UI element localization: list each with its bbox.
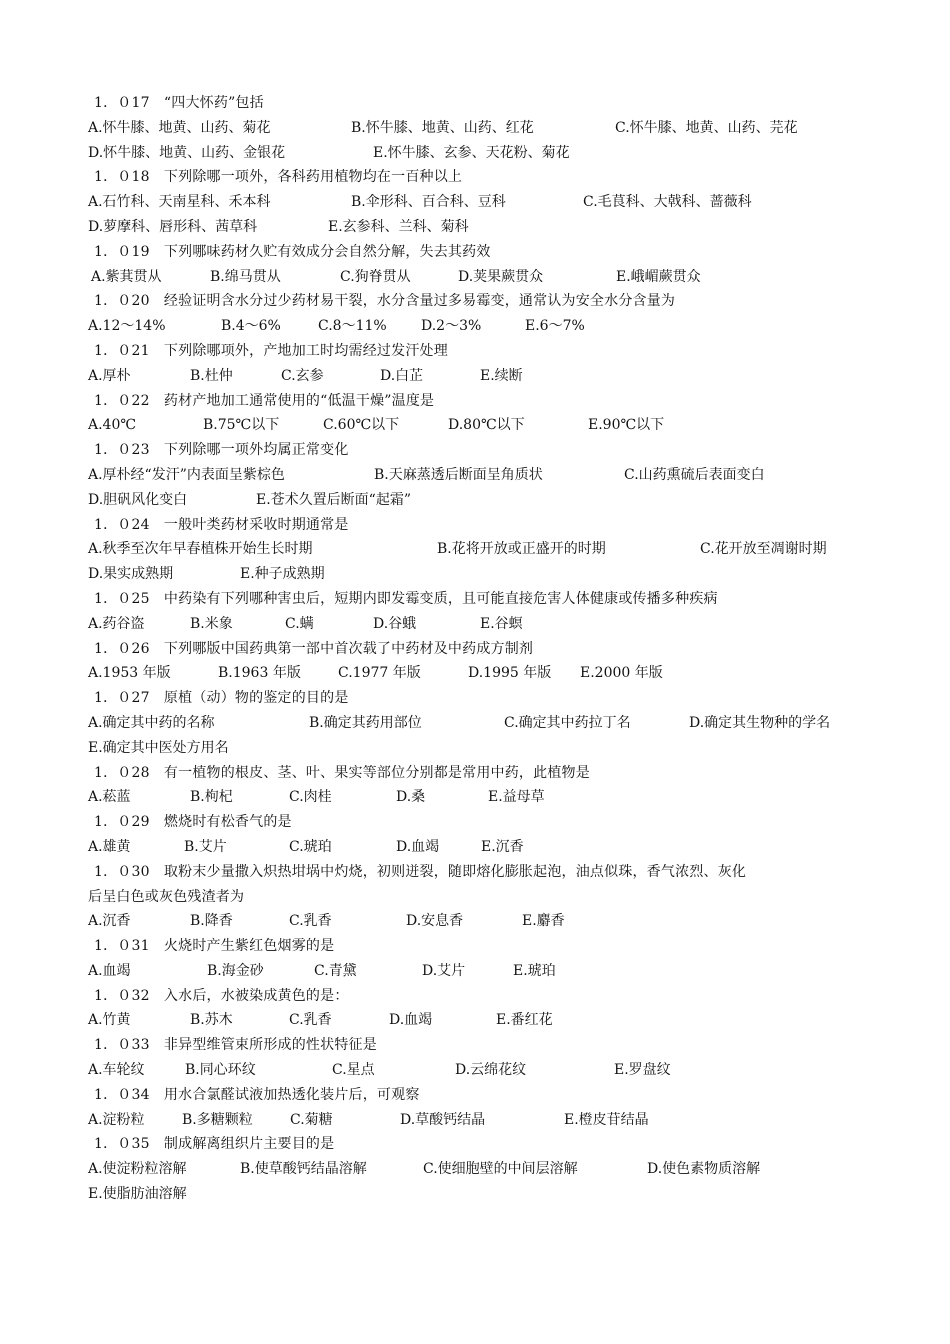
option-c: C.菊糖 bbox=[290, 1111, 333, 1128]
option-b: B.艾片 bbox=[184, 838, 227, 855]
option-row bbox=[88, 413, 878, 438]
option-row bbox=[88, 711, 878, 736]
option-row bbox=[88, 116, 878, 141]
option-a: A.竹黄 bbox=[88, 1012, 131, 1029]
option-b: B.伞形科、百合科、豆科 bbox=[351, 194, 506, 211]
option-c: C.琥珀 bbox=[289, 838, 332, 855]
option-e: E.沉香 bbox=[481, 838, 524, 855]
option-row bbox=[88, 1108, 878, 1133]
option-row bbox=[88, 736, 878, 761]
question-stem: 1．０35 制成解离组织片主要目的是 bbox=[94, 1136, 335, 1153]
option-b: B.使草酸钙结晶溶解 bbox=[240, 1161, 367, 1178]
option-b: B.绵马贯从 bbox=[210, 268, 281, 285]
question-stem: 1．０18 下列除哪一项外，各科药用植物均在一百种以上 bbox=[94, 169, 463, 186]
option-e: E.6～7% bbox=[525, 318, 585, 335]
option-c: C.玄参 bbox=[281, 367, 324, 384]
option-row bbox=[88, 1157, 878, 1182]
option-c: C.花开放至凋谢时期 bbox=[700, 541, 827, 558]
option-e: E.橙皮苷结晶 bbox=[564, 1111, 649, 1128]
option-d: D.萝摩科、唇形科、茜草科 bbox=[88, 218, 258, 235]
option-row bbox=[88, 959, 878, 984]
option-d: D.血竭 bbox=[396, 838, 440, 855]
option-row bbox=[88, 1008, 878, 1033]
option-a: A.雄黄 bbox=[88, 838, 131, 855]
option-d: D.2～3% bbox=[421, 318, 482, 335]
option-row bbox=[88, 537, 878, 562]
option-c: C.怀牛膝、地黄、山药、芫花 bbox=[615, 119, 798, 136]
option-b: B.降香 bbox=[190, 913, 233, 930]
option-e: E.谷螟 bbox=[480, 615, 523, 632]
option-a: A.12～14% bbox=[88, 318, 166, 335]
option-e: E.罗盘纹 bbox=[614, 1062, 671, 1079]
option-row bbox=[88, 562, 878, 587]
question-stem: 1．０27 原植（动）物的鉴定的目的是 bbox=[94, 690, 349, 707]
option-c: C.1977 年版 bbox=[338, 665, 421, 682]
option-row bbox=[88, 215, 878, 240]
option-a: A.血竭 bbox=[88, 962, 131, 979]
option-row bbox=[88, 364, 878, 389]
option-e: E.峨嵋蕨贯众 bbox=[616, 268, 701, 285]
question-stem: 1．０22 药材产地加工通常使用的“低温干燥”温度是 bbox=[94, 392, 435, 409]
option-d: D.80℃以下 bbox=[448, 417, 525, 434]
option-c: C.肉桂 bbox=[289, 789, 332, 806]
option-c: C.确定其中药拉丁名 bbox=[504, 714, 631, 731]
question-stem: 1．０21 下列除哪项外，产地加工时均需经过发汗处理 bbox=[94, 342, 448, 359]
option-a: A.秋季至次年早春植株开始生长时期 bbox=[88, 541, 313, 558]
option-d: D.云绵花纹 bbox=[455, 1062, 527, 1079]
option-b: B.花将开放或正盛开的时期 bbox=[437, 541, 606, 558]
option-e: E.确定其中医处方用名 bbox=[88, 739, 229, 756]
option-e: E.玄参科、兰科、菊科 bbox=[328, 218, 469, 235]
option-b: B.杜仲 bbox=[190, 367, 233, 384]
option-b: B.4～6% bbox=[221, 318, 281, 335]
option-b: B.天麻蒸透后断面呈角质状 bbox=[374, 466, 543, 483]
option-a: A.1953 年版 bbox=[88, 665, 171, 682]
option-row bbox=[88, 785, 878, 810]
option-d: D.谷蛾 bbox=[373, 615, 417, 632]
option-a: A.厚朴 bbox=[88, 367, 131, 384]
option-row bbox=[88, 141, 878, 166]
option-d: D.怀牛膝、地黄、山药、金银花 bbox=[88, 144, 286, 161]
option-a: A.菘蓝 bbox=[88, 789, 131, 806]
question-stem: 1．０33 非异型维管束所形成的性状特征是 bbox=[94, 1037, 377, 1054]
question-stem: 1．０17 “四大怀药”包括 bbox=[94, 95, 264, 111]
question-stem: 1．０31 火烧时产生紫红色烟雾的是 bbox=[94, 938, 335, 955]
option-e: E.琥珀 bbox=[513, 962, 556, 979]
option-c: C.乳香 bbox=[289, 913, 332, 930]
option-d: D.桑 bbox=[396, 789, 426, 806]
question-stem: 1．０29 燃烧时有松香气的是 bbox=[94, 814, 292, 831]
option-row bbox=[88, 661, 878, 686]
option-row bbox=[88, 909, 878, 934]
option-a: A.紫萁贯从 bbox=[91, 268, 162, 285]
option-row bbox=[88, 835, 878, 860]
option-c: C.螨 bbox=[285, 615, 314, 632]
option-e: E.怀牛膝、玄参、天花粉、菊花 bbox=[373, 144, 570, 161]
question-stem: 1．０30 取粉末少量撒入炽热坩埚中灼烧，初则迸裂，随即熔化膨胀起泡，油点似珠，香气浓烈、灰化 bbox=[94, 863, 747, 880]
option-e: E.使脂肪油溶解 bbox=[88, 1186, 187, 1203]
option-a: A.药谷盗 bbox=[88, 615, 145, 632]
question-stem: 1．０24 一般叶类药材采收时期通常是 bbox=[94, 516, 349, 533]
question-stem: 1．０26 下列哪版中国药典第一部中首次载了中药材及中药成方制剂 bbox=[94, 640, 534, 657]
option-e: E.90℃以下 bbox=[588, 417, 665, 434]
option-row bbox=[88, 190, 878, 215]
question-stem: 1．０28 有一植物的根皮、茎、叶、果实等部位分别都是常用中药，此植物是 bbox=[94, 764, 590, 781]
question-stem-continued: 后呈白色或灰色残渣者为 bbox=[88, 888, 245, 905]
option-a: A.厚朴经“发汗”内表面呈紫棕色 bbox=[88, 466, 285, 483]
question-stem: 1．０19 下列哪味药材久贮有效成分会自然分解，失去其药效 bbox=[94, 243, 491, 260]
option-row bbox=[88, 1182, 878, 1207]
option-d: D.胆矾风化变白 bbox=[88, 491, 188, 508]
option-row bbox=[88, 1058, 878, 1083]
exam-document bbox=[88, 91, 878, 1207]
option-d: D.血竭 bbox=[389, 1012, 433, 1029]
option-d: D.草酸钙结晶 bbox=[400, 1111, 486, 1128]
option-d: D.确定其生物种的学名 bbox=[689, 714, 831, 731]
option-c: C.使细胞壁的中间层溶解 bbox=[423, 1161, 578, 1178]
option-b: B.怀牛膝、地黄、山药、红花 bbox=[351, 119, 534, 136]
option-e: E.种子成熟期 bbox=[240, 566, 325, 583]
option-e: E.2000 年版 bbox=[580, 665, 663, 682]
option-a: A.淀粉粒 bbox=[88, 1111, 145, 1128]
option-b: B.多糖颗粒 bbox=[182, 1111, 253, 1128]
option-a: A.确定其中药的名称 bbox=[88, 714, 215, 731]
option-e: E.苍术久置后断面“起霜” bbox=[256, 491, 411, 508]
option-c: C.8～11% bbox=[318, 318, 387, 335]
option-a: A.40℃ bbox=[88, 417, 137, 434]
option-c: C.山药熏硫后表面变白 bbox=[624, 466, 765, 483]
option-d: D.白芷 bbox=[380, 367, 424, 384]
option-d: D.艾片 bbox=[422, 962, 466, 979]
option-row bbox=[88, 314, 878, 339]
option-row bbox=[88, 265, 878, 290]
option-c: C.星点 bbox=[332, 1062, 375, 1079]
option-b: B.枸杞 bbox=[190, 789, 233, 806]
option-b: B.米象 bbox=[190, 615, 233, 632]
option-b: B.同心环纹 bbox=[185, 1062, 256, 1079]
option-c: C.毛茛科、大戟科、蔷薇科 bbox=[583, 194, 752, 211]
option-b: B.1963 年版 bbox=[218, 665, 301, 682]
option-a: A.石竹科、天南星科、禾本科 bbox=[88, 194, 271, 211]
question-stem: 1．０20 经验证明含水分过少药材易干裂，水分含量过多易霉变，通常认为安全水分含量为 bbox=[94, 293, 676, 310]
option-c: C.乳香 bbox=[289, 1012, 332, 1029]
option-d: D.1995 年版 bbox=[468, 665, 552, 682]
option-row bbox=[88, 488, 878, 513]
option-e: E.麝香 bbox=[522, 913, 565, 930]
question-stem: 1．０23 下列除哪一项外均属正常变化 bbox=[94, 442, 349, 459]
option-b: B.75℃以下 bbox=[203, 417, 280, 434]
option-a: A.车轮纹 bbox=[88, 1062, 145, 1079]
option-d: D.果实成熟期 bbox=[88, 566, 174, 583]
option-d: D.安息香 bbox=[406, 913, 464, 930]
option-a: A.沉香 bbox=[88, 913, 131, 930]
option-c: C.青黛 bbox=[314, 962, 357, 979]
option-b: B.苏木 bbox=[190, 1012, 233, 1029]
option-d: D.使色素物质溶解 bbox=[647, 1161, 761, 1178]
option-b: B.海金砂 bbox=[207, 962, 264, 979]
option-a: A.怀牛膝、地黄、山药、菊花 bbox=[88, 119, 271, 136]
question-stem: 1．０32 入水后，水被染成黄色的是： bbox=[94, 987, 349, 1004]
option-a: A.使淀粉粒溶解 bbox=[88, 1161, 187, 1178]
option-row bbox=[88, 463, 878, 488]
option-d: D.荚果蕨贯众 bbox=[458, 268, 544, 285]
option-e: E.番红花 bbox=[496, 1012, 553, 1029]
option-e: E.益母草 bbox=[488, 789, 545, 806]
option-b: B.确定其药用部位 bbox=[309, 714, 422, 731]
option-e: E.续断 bbox=[480, 367, 523, 384]
option-c: C.狗脊贯从 bbox=[340, 268, 411, 285]
option-c: C.60℃以下 bbox=[323, 417, 400, 434]
option-row bbox=[88, 612, 878, 637]
question-stem: 1．０34 用水合氯醛试液加热透化装片后，可观察 bbox=[94, 1086, 420, 1103]
question-stem: 1．０25 中药染有下列哪种害虫后，短期内即发霉变质，且可能直接危害人体健康或传播多种疾病 bbox=[94, 590, 718, 607]
